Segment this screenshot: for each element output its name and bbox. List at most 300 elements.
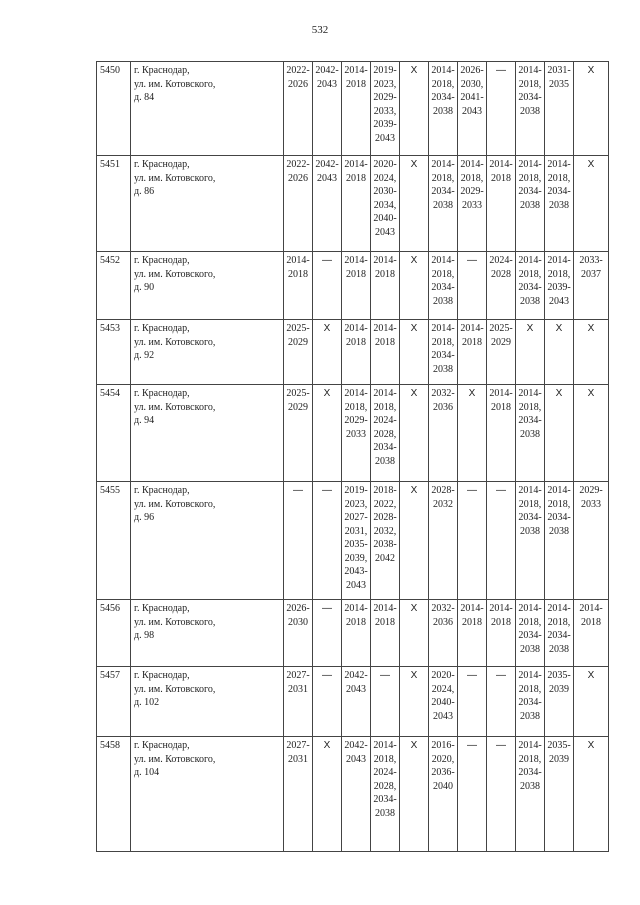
period-value: 2014- bbox=[431, 65, 455, 76]
period-value: 2014- bbox=[286, 255, 310, 266]
period-cell bbox=[400, 156, 429, 252]
period-value: 2018, bbox=[547, 268, 571, 280]
period-value: 2026- bbox=[286, 603, 310, 614]
period-cell bbox=[313, 737, 342, 852]
period-value: 2014- bbox=[547, 485, 571, 496]
period-cell bbox=[574, 600, 609, 667]
period-value: 2018, bbox=[518, 78, 542, 90]
period-value: 2029- bbox=[460, 186, 484, 197]
period-value: 2026 bbox=[288, 78, 308, 90]
period-cell bbox=[342, 737, 371, 852]
table-row bbox=[97, 320, 609, 385]
row-number: 5453 bbox=[97, 320, 131, 385]
period-value: 2038 bbox=[433, 105, 453, 117]
period-value: 2034- bbox=[547, 512, 571, 523]
period-cell bbox=[284, 737, 313, 852]
address-line: д. 92 bbox=[134, 350, 155, 361]
table-row bbox=[97, 62, 609, 156]
period-value: 2043 bbox=[317, 172, 337, 184]
period-value: 2014- bbox=[344, 323, 368, 334]
period-value: 2014- bbox=[547, 255, 571, 266]
period-cell bbox=[429, 320, 458, 385]
period-value: 2014- bbox=[373, 740, 397, 751]
period-value: 2030 bbox=[288, 616, 308, 628]
period-cell bbox=[284, 156, 313, 252]
period-value: 2029 bbox=[288, 401, 308, 413]
period-value: X bbox=[323, 740, 331, 751]
period-value: 2031 bbox=[288, 753, 308, 765]
period-value: 2043 bbox=[346, 753, 366, 765]
table-row bbox=[97, 482, 609, 600]
period-value: 2040- bbox=[373, 213, 397, 224]
period-cell bbox=[342, 482, 371, 600]
period-cell bbox=[400, 600, 429, 667]
period-cell bbox=[516, 667, 545, 737]
period-value: 2020, bbox=[431, 753, 455, 765]
period-cell bbox=[342, 385, 371, 482]
period-cell bbox=[574, 156, 609, 252]
period-cell bbox=[284, 482, 313, 600]
period-value: X bbox=[410, 740, 418, 751]
period-value: 2018 bbox=[346, 268, 366, 280]
period-cell bbox=[342, 320, 371, 385]
period-value: 2014- bbox=[518, 255, 542, 266]
period-value: 2038 bbox=[433, 295, 453, 307]
address-line: д. 90 bbox=[134, 282, 155, 293]
period-cell bbox=[400, 385, 429, 482]
period-value: 2014- bbox=[489, 388, 513, 399]
period-value: 2034- bbox=[431, 186, 455, 197]
table-row bbox=[97, 600, 609, 667]
period-value: 2018 bbox=[581, 616, 601, 628]
row-number: 5450 bbox=[97, 62, 131, 156]
address-cell bbox=[131, 252, 284, 320]
period-value: 2036 bbox=[433, 616, 453, 628]
period-value: 2038 bbox=[520, 295, 540, 307]
table-row bbox=[97, 737, 609, 852]
period-value: 2018 bbox=[375, 616, 395, 628]
period-value: 2038 bbox=[549, 199, 569, 211]
period-cell bbox=[342, 667, 371, 737]
period-value: 2018, bbox=[518, 616, 542, 628]
period-cell bbox=[545, 320, 574, 385]
period-cell bbox=[313, 482, 342, 600]
period-value: 2020- bbox=[431, 670, 455, 681]
period-value: 2023, bbox=[373, 78, 397, 90]
period-value: 2022- bbox=[286, 65, 310, 76]
address-cell bbox=[131, 667, 284, 737]
period-value: X bbox=[410, 603, 418, 614]
period-value: 2035 bbox=[549, 78, 569, 90]
period-value: 2038 bbox=[375, 807, 395, 819]
period-value: 2031, bbox=[344, 525, 368, 537]
period-value: 2037 bbox=[581, 268, 601, 280]
address-line: д. 94 bbox=[134, 415, 155, 426]
period-value: 2014- bbox=[460, 159, 484, 170]
address-line: ул. им. Котовского, bbox=[134, 616, 216, 628]
period-cell bbox=[342, 252, 371, 320]
period-value: 2034- bbox=[547, 186, 571, 197]
repair-schedule-table bbox=[96, 61, 609, 852]
period-value: 2034- bbox=[373, 442, 397, 453]
period-value: 2029- bbox=[579, 485, 603, 496]
period-cell bbox=[429, 737, 458, 852]
period-cell bbox=[516, 600, 545, 667]
period-value: 2033 bbox=[462, 199, 482, 211]
period-cell bbox=[458, 600, 487, 667]
period-value: 2038 bbox=[520, 199, 540, 211]
period-cell bbox=[516, 156, 545, 252]
period-cell bbox=[487, 600, 516, 667]
period-value: 2043 bbox=[375, 132, 395, 144]
period-cell bbox=[516, 252, 545, 320]
period-value: 2025- bbox=[489, 323, 513, 334]
period-value: 2014- bbox=[373, 388, 397, 399]
period-value: 2039 bbox=[549, 683, 569, 695]
period-cell bbox=[313, 252, 342, 320]
period-value: 2018 bbox=[491, 172, 511, 184]
period-value: X bbox=[410, 485, 418, 496]
period-value: 2018 bbox=[462, 616, 482, 628]
period-value: — bbox=[293, 485, 303, 496]
period-cell bbox=[429, 62, 458, 156]
period-value: 2018 bbox=[346, 78, 366, 90]
period-value: 2018, bbox=[518, 401, 542, 413]
period-value: 2034- bbox=[373, 794, 397, 805]
period-cell bbox=[284, 600, 313, 667]
period-cell bbox=[400, 482, 429, 600]
period-value: 2034- bbox=[518, 767, 542, 778]
period-value: 2014- bbox=[431, 323, 455, 334]
period-cell bbox=[574, 482, 609, 600]
period-value: 2018 bbox=[491, 616, 511, 628]
period-value: X bbox=[468, 388, 476, 399]
period-value: — bbox=[496, 670, 506, 681]
address-cell bbox=[131, 600, 284, 667]
period-value: 2040- bbox=[431, 697, 455, 708]
period-cell bbox=[545, 62, 574, 156]
address-line: д. 104 bbox=[134, 767, 160, 778]
period-cell bbox=[458, 62, 487, 156]
row-number: 5455 bbox=[97, 482, 131, 600]
period-cell bbox=[487, 667, 516, 737]
period-value: 2034- bbox=[518, 282, 542, 293]
period-value: 2034- bbox=[431, 350, 455, 361]
period-value: 2018, bbox=[518, 172, 542, 184]
period-value: 2028- bbox=[431, 485, 455, 496]
period-value: — bbox=[322, 603, 332, 614]
period-value: 2018, bbox=[518, 268, 542, 280]
period-value: — bbox=[496, 485, 506, 496]
period-value: 2024- bbox=[373, 415, 397, 426]
address-line: ул. им. Котовского, bbox=[134, 336, 216, 348]
period-cell bbox=[342, 62, 371, 156]
address-line: г. Краснодар, bbox=[134, 740, 190, 751]
period-cell bbox=[313, 62, 342, 156]
address-line: ул. им. Котовского, bbox=[134, 401, 216, 413]
period-value: 2038 bbox=[520, 780, 540, 792]
period-value: 2018 bbox=[375, 336, 395, 348]
period-value: X bbox=[410, 65, 418, 76]
address-line: г. Краснодар, bbox=[134, 323, 190, 334]
period-cell bbox=[458, 252, 487, 320]
address-line: г. Краснодар, bbox=[134, 65, 190, 76]
period-cell bbox=[400, 252, 429, 320]
period-value: 2038 bbox=[520, 710, 540, 722]
address-line: д. 102 bbox=[134, 697, 160, 708]
period-value: 2036 bbox=[433, 401, 453, 413]
period-value: 2018, bbox=[373, 401, 397, 413]
period-cell bbox=[313, 600, 342, 667]
period-value: 2018 bbox=[346, 616, 366, 628]
period-value: 2039- bbox=[547, 282, 571, 293]
address-line: д. 96 bbox=[134, 512, 155, 523]
period-value: 2034- bbox=[518, 512, 542, 523]
period-cell bbox=[371, 482, 400, 600]
period-value: 2038- bbox=[373, 539, 397, 550]
period-value: X bbox=[587, 388, 595, 399]
period-value: 2035- bbox=[547, 670, 571, 681]
period-cell bbox=[371, 667, 400, 737]
period-value: 2022- bbox=[286, 159, 310, 170]
period-value: 2034- bbox=[518, 697, 542, 708]
period-value: 2034- bbox=[431, 92, 455, 103]
period-value: 2018, bbox=[547, 172, 571, 184]
row-number: 5457 bbox=[97, 667, 131, 737]
address-line: г. Краснодар, bbox=[134, 485, 190, 496]
period-value: 2014- bbox=[518, 159, 542, 170]
period-value: — bbox=[322, 670, 332, 681]
period-value: — bbox=[496, 740, 506, 751]
period-value: 2020- bbox=[373, 159, 397, 170]
period-cell bbox=[284, 320, 313, 385]
period-cell bbox=[545, 737, 574, 852]
period-value: X bbox=[587, 159, 595, 170]
period-value: 2024- bbox=[489, 255, 513, 266]
period-cell bbox=[516, 385, 545, 482]
address-line: г. Краснодар, bbox=[134, 388, 190, 399]
period-value: 2033- bbox=[579, 255, 603, 266]
period-cell bbox=[516, 62, 545, 156]
period-value: 2034- bbox=[518, 92, 542, 103]
period-value: 2014- bbox=[547, 159, 571, 170]
address-line: ул. им. Котовского, bbox=[134, 753, 216, 765]
period-cell bbox=[458, 385, 487, 482]
table-row bbox=[97, 252, 609, 320]
period-value: 2038 bbox=[549, 525, 569, 537]
period-value: 2038 bbox=[433, 199, 453, 211]
period-value: 2014- bbox=[518, 603, 542, 614]
address-line: д. 98 bbox=[134, 630, 155, 641]
period-cell bbox=[458, 482, 487, 600]
period-cell bbox=[284, 62, 313, 156]
period-value: 2038 bbox=[549, 643, 569, 655]
period-value: 2018, bbox=[518, 498, 542, 510]
period-value: 2014- bbox=[344, 255, 368, 266]
period-cell bbox=[429, 600, 458, 667]
period-value: 2014- bbox=[579, 603, 603, 614]
period-value: 2014- bbox=[489, 159, 513, 170]
period-value: 2028 bbox=[491, 268, 511, 280]
table-row bbox=[97, 667, 609, 737]
period-value: 2014- bbox=[460, 323, 484, 334]
period-value: 2029 bbox=[491, 336, 511, 348]
period-value: 2042 bbox=[375, 552, 395, 564]
period-value: 2014- bbox=[518, 485, 542, 496]
page-number: 532 bbox=[311, 24, 329, 36]
period-value: 2014- bbox=[518, 65, 542, 76]
period-value: 2014- bbox=[460, 603, 484, 614]
period-cell bbox=[545, 156, 574, 252]
period-cell bbox=[313, 667, 342, 737]
period-value: X bbox=[587, 740, 595, 751]
period-value: 2043- bbox=[344, 566, 368, 577]
period-cell bbox=[574, 385, 609, 482]
period-value: 2025- bbox=[286, 388, 310, 399]
period-value: 2018 bbox=[346, 336, 366, 348]
row-number: 5451 bbox=[97, 156, 131, 252]
period-cell bbox=[371, 737, 400, 852]
period-value: 2041- bbox=[460, 92, 484, 103]
period-value: 2028- bbox=[373, 512, 397, 523]
period-value: 2018, bbox=[518, 683, 542, 695]
period-value: 2043 bbox=[375, 226, 395, 238]
period-value: 2028, bbox=[373, 780, 397, 792]
period-value: 2039, bbox=[344, 552, 368, 564]
address-line: г. Краснодар, bbox=[134, 603, 190, 614]
period-cell bbox=[545, 482, 574, 600]
period-cell bbox=[429, 482, 458, 600]
period-value: 2042- bbox=[344, 670, 368, 681]
period-value: 2030, bbox=[460, 78, 484, 90]
period-value: X bbox=[587, 670, 595, 681]
period-value: X bbox=[587, 65, 595, 76]
period-value: 2014- bbox=[547, 603, 571, 614]
period-value: 2027- bbox=[286, 670, 310, 681]
period-value: 2026 bbox=[288, 172, 308, 184]
period-cell bbox=[574, 62, 609, 156]
period-value: X bbox=[410, 323, 418, 334]
address-line: ул. им. Котовского, bbox=[134, 172, 216, 184]
period-cell bbox=[313, 385, 342, 482]
period-value: 2018, bbox=[431, 336, 455, 348]
period-value: 2018, bbox=[373, 753, 397, 765]
period-value: 2034- bbox=[518, 186, 542, 197]
table-row bbox=[97, 156, 609, 252]
period-value: 2014- bbox=[344, 388, 368, 399]
period-value: 2018 bbox=[462, 336, 482, 348]
period-value: 2018, bbox=[547, 498, 571, 510]
period-cell bbox=[400, 62, 429, 156]
period-cell bbox=[458, 156, 487, 252]
period-cell bbox=[313, 156, 342, 252]
row-number: 5456 bbox=[97, 600, 131, 667]
period-cell bbox=[342, 600, 371, 667]
period-value: X bbox=[323, 323, 331, 334]
period-value: 2043 bbox=[346, 683, 366, 695]
period-value: 2042- bbox=[315, 159, 339, 170]
period-cell bbox=[429, 667, 458, 737]
period-value: 2026- bbox=[460, 65, 484, 76]
period-value: 2043 bbox=[346, 579, 366, 591]
period-cell bbox=[487, 320, 516, 385]
period-value: 2019- bbox=[344, 485, 368, 496]
period-value: 2033, bbox=[373, 105, 397, 117]
period-value: 2038 bbox=[520, 428, 540, 440]
period-value: 2039- bbox=[373, 119, 397, 130]
period-value: 2014- bbox=[431, 255, 455, 266]
address-cell bbox=[131, 482, 284, 600]
period-value: — bbox=[496, 65, 506, 76]
period-cell bbox=[371, 252, 400, 320]
period-cell bbox=[516, 482, 545, 600]
period-value: 2014- bbox=[518, 670, 542, 681]
period-value: 2029- bbox=[373, 92, 397, 103]
period-value: — bbox=[467, 255, 477, 266]
period-value: 2027- bbox=[344, 512, 368, 523]
period-cell bbox=[487, 62, 516, 156]
period-cell bbox=[516, 737, 545, 852]
period-cell bbox=[284, 667, 313, 737]
period-value: 2019- bbox=[373, 65, 397, 76]
period-cell bbox=[371, 156, 400, 252]
period-value: 2038 bbox=[520, 105, 540, 117]
period-value: 2043 bbox=[549, 295, 569, 307]
period-value: 2016- bbox=[431, 740, 455, 751]
period-value: 2018, bbox=[460, 172, 484, 184]
period-value: 2032 bbox=[433, 498, 453, 510]
period-value: 2034- bbox=[547, 630, 571, 641]
period-value: — bbox=[467, 485, 477, 496]
period-value: 2018 bbox=[288, 268, 308, 280]
period-cell bbox=[458, 737, 487, 852]
period-value: 2014- bbox=[489, 603, 513, 614]
period-value: 2018, bbox=[431, 78, 455, 90]
period-value: 2043 bbox=[462, 105, 482, 117]
period-value: 2032- bbox=[431, 603, 455, 614]
period-value: — bbox=[467, 670, 477, 681]
period-value: 2023, bbox=[344, 498, 368, 510]
row-number: 5458 bbox=[97, 737, 131, 852]
period-cell bbox=[487, 252, 516, 320]
period-value: X bbox=[555, 388, 563, 399]
address-line: ул. им. Котовского, bbox=[134, 498, 216, 510]
period-value: 2033 bbox=[581, 498, 601, 510]
period-value: 2014- bbox=[431, 159, 455, 170]
row-number: 5454 bbox=[97, 385, 131, 482]
period-value: 2035- bbox=[344, 539, 368, 550]
period-cell bbox=[574, 320, 609, 385]
period-value: 2014- bbox=[344, 65, 368, 76]
address-line: д. 86 bbox=[134, 186, 155, 197]
period-value: 2039 bbox=[549, 753, 569, 765]
period-value: 2036- bbox=[431, 767, 455, 778]
period-value: 2035- bbox=[547, 740, 571, 751]
period-value: X bbox=[555, 323, 563, 334]
period-value: 2042- bbox=[344, 740, 368, 751]
period-value: 2014- bbox=[518, 388, 542, 399]
period-value: 2032, bbox=[373, 525, 397, 537]
address-cell bbox=[131, 385, 284, 482]
period-cell bbox=[487, 156, 516, 252]
period-value: X bbox=[323, 388, 331, 399]
period-cell bbox=[516, 320, 545, 385]
period-cell bbox=[487, 737, 516, 852]
period-value: 2031 bbox=[288, 683, 308, 695]
period-value: 2032- bbox=[431, 388, 455, 399]
period-cell bbox=[574, 252, 609, 320]
period-value: X bbox=[587, 323, 595, 334]
